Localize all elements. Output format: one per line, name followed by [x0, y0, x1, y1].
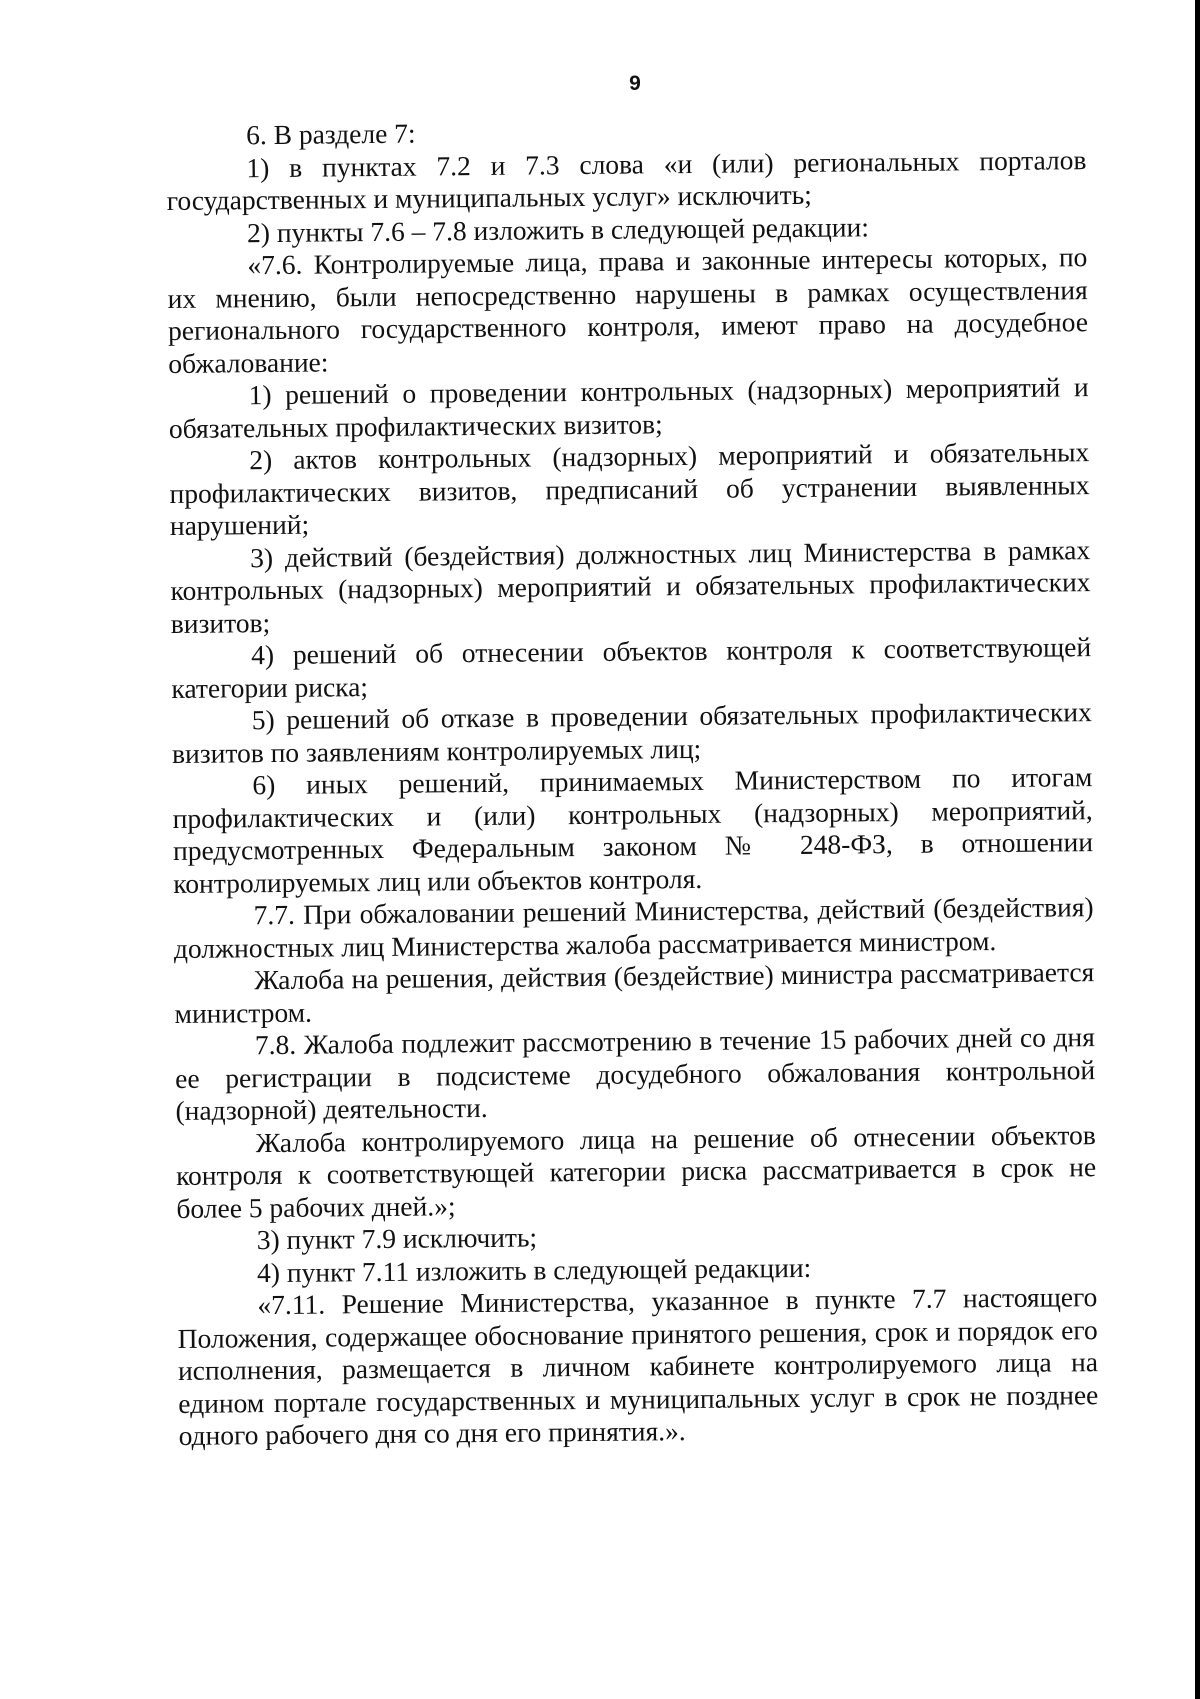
scan-edge: [1195, 0, 1200, 1699]
paragraph-clause-7-8: 7.8. Жалоба подлежит рассмотрению в течение 15 рабочих дней со дня ее регистрации в подсистеме досудебного обжалования контрольной (надзорной) деятельности.: [175, 1021, 1096, 1126]
document-body: [166, 111, 1099, 1452]
paragraph-complaint-risk: Жалоба контролируемого лица на решение об отнесении объектов контроля к соответствующей категории риска рассматривается в срок не более 5 рабочих дней.»;: [175, 1118, 1097, 1224]
paragraph-item-3: 3) пункт 7.9 исключить;: [256, 1221, 538, 1256]
paragraph-subitem-4: 4) решений об отнесении объектов контроля к соответствующей категории риска;: [171, 631, 1092, 704]
paragraph-subitem-6: 6) иных решений, принимаемых Министерством по итогам профилактических и (или) контрольных (надзорных) мероприятий, предусмотренных Федеральным законом № 248-ФЗ, в отношении контролируемых лиц или объектов контроля.: [172, 761, 1094, 899]
paragraph-complaint-minister: Жалоба на решения, действия (бездействие) министра рассматривается министром.: [174, 956, 1095, 1029]
paragraph-subitem-1: 1) решений о проведении контрольных (надзорных) мероприятий и обязательных профилактических визитов;: [168, 371, 1089, 444]
paragraph-clause-7-6: «7.6. Контролируемые лица, права и законные интересы которых, по их мнению, были непосредственно нарушены в рамках осуществления регионального государственного контроля, имеют право на досудебное обжалование:: [167, 241, 1089, 379]
paragraph-subitem-3: 3) действий (бездействия) должностных лиц Министерства в рамках контрольных (надзорных) мероприятий и обязательных профилактических визитов;: [170, 533, 1091, 639]
paragraph-item-4: 4) пункт 7.11 изложить в следующей редакции:: [256, 1251, 812, 1288]
paragraph-clause-7-7: 7.7. При обжаловании решений Министерства, действий (бездействия) должностных лиц Министерства жалоба рассматривается министром.: [173, 891, 1094, 964]
page-number: 9: [629, 72, 641, 95]
paragraph-item-2: 2) пункты 7.6 – 7.8 изложить в следующей редакции:: [246, 210, 870, 248]
paragraph-section-heading: 6. В разделе 7:: [245, 117, 416, 151]
paragraph-clause-7-11: «7.11. Решение Министерства, указанное в пункте 7.7 настоящего Положения, содержащее обоснование принятого решения, срок и порядок его исполнения, размещается в личном кабинете контролируемого лица на едином портале государственных и муниципальных услуг в срок не позднее одного рабочего дня со дня его принятия.».: [177, 1281, 1099, 1451]
paragraph-subitem-2: 2) актов контрольных (надзорных) мероприятий и обязательных профилактических визитов, предписаний об устранении выявленных нарушений;: [169, 436, 1090, 541]
paragraph-item-1: 1) в пунктах 7.2 и 7.3 слова «и (или) региональных порталов государственных и муниципальных услуг» исключить;: [166, 143, 1087, 216]
paragraph-subitem-5: 5) решений об отказе в проведении обязательных профилактических визитов по заявлениям контролируемых лиц;: [171, 696, 1092, 769]
